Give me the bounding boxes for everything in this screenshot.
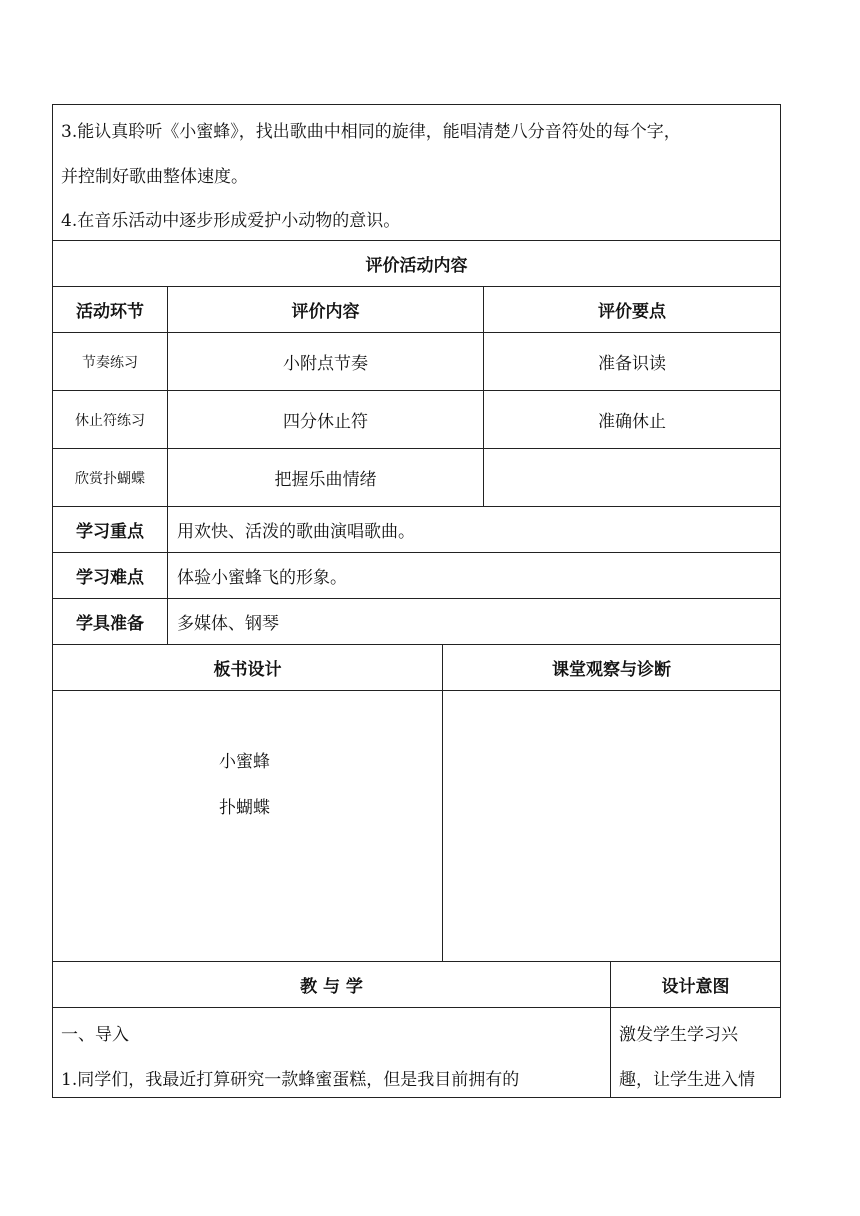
teaching-body [53,1008,611,1098]
info-value-difficulty: 体验小蜜蜂飞的形象。 [168,553,781,599]
eval-row-3-point [484,449,781,507]
eval-row-2-point: 准确休止 [484,391,781,449]
lesson-plan-table [52,104,781,1098]
info-value-materials: 多媒体、钢琴 [168,599,781,645]
eval-header-content: 评价内容 [168,287,484,333]
eval-header-point: 评价要点 [484,287,781,333]
info-value-focus: 用欢快、活泼的歌曲演唱歌曲。 [168,507,781,553]
teaching-header: 教 与 学 [53,962,611,1008]
objectives-cell [53,105,781,241]
board-line-2: 扑蝴蝶 [219,798,270,818]
observation-body [443,691,781,962]
board-design-body [53,691,443,962]
design-intent-header: 设计意图 [611,962,781,1008]
intent-line-2: 趣，让学生进入情 [619,1070,755,1090]
observation-header: 课堂观察与诊断 [443,645,781,691]
teaching-line-2: 1.同学们，我最近打算研究一款蜂蜜蛋糕，但是我目前拥有的 [61,1070,520,1090]
board-line-1: 小蜜蜂 [219,752,270,772]
objective-line-2: 并控制好歌曲整体速度。 [61,167,248,187]
info-label-materials: 学具准备 [53,599,168,645]
intent-line-1: 激发学生学习兴 [619,1025,738,1045]
eval-row-2-content: 四分休止符 [168,391,484,449]
objective-line-1: 3.能认真聆听《小蜜蜂》，找出歌曲中相同的旋律，能唱清楚八分音符处的每个字， [61,122,681,142]
info-label-focus: 学习重点 [53,507,168,553]
eval-header-stage: 活动环节 [53,287,168,333]
eval-row-2-stage: 休止符练习 [53,391,168,449]
eval-row-1-stage: 节奏练习 [53,333,168,391]
eval-row-1-point: 准备识读 [484,333,781,391]
evaluation-title: 评价活动内容 [53,241,781,287]
info-label-difficulty: 学习难点 [53,553,168,599]
eval-row-3-content: 把握乐曲情绪 [168,449,484,507]
design-intent-body [611,1008,781,1098]
board-design-header: 板书设计 [53,645,443,691]
eval-row-3-stage: 欣赏扑蝴蝶 [53,449,168,507]
objective-line-3: 4.在音乐活动中逐步形成爱护小动物的意识。 [61,211,401,231]
eval-row-1-content: 小附点节奏 [168,333,484,391]
teaching-line-1: 一、导入 [61,1025,129,1045]
